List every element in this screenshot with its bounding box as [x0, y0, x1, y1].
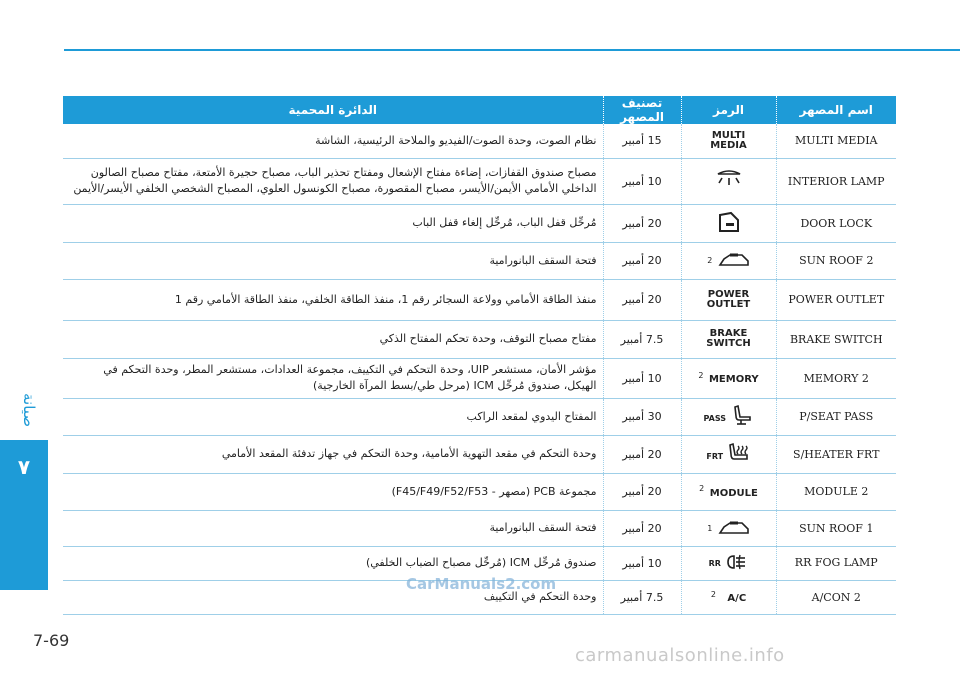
- power-outlet-symbol: POWER OUTLET: [706, 288, 751, 310]
- col-header-name: اسم المصهر: [776, 96, 896, 124]
- table-row: [63, 279, 896, 320]
- symbol-cell: [681, 279, 776, 320]
- symbol-cell: [681, 580, 776, 614]
- fuse-name-cell: SUN ROOF 2: [776, 242, 896, 279]
- symbol-cell: [681, 546, 776, 580]
- table-row: [63, 204, 896, 242]
- rating-cell: 20 أمبير: [603, 473, 681, 510]
- circuit-cell: مفتاح مصباح التوقف، وحدة تحكم المفتاح الذكي: [63, 320, 603, 358]
- interior-lamp-icon: [712, 170, 746, 190]
- fuse-name-cell: S/HEATER FRT: [776, 435, 896, 473]
- table-row: [63, 358, 896, 398]
- fuse-name-cell: MEMORY 2: [776, 358, 896, 398]
- module-symbol: MODULE: [709, 487, 758, 499]
- rating-cell: 20 أمبير: [603, 279, 681, 320]
- symbol-cell: [681, 158, 776, 204]
- rating-cell: 10 أمبير: [603, 158, 681, 204]
- top-rule: [64, 49, 960, 51]
- table-row: [63, 510, 896, 546]
- symbol-superscript: 2: [710, 589, 716, 599]
- rating-cell: 10 أمبير: [603, 358, 681, 398]
- symbol-superscript: 2: [707, 256, 713, 266]
- circuit-cell: وحدة التحكم في مقعد التهوية الأمامية، وحدة التحكم في جهاز تدفئة المقعد الأمامي: [63, 435, 603, 473]
- rear-fog-icon: [726, 553, 748, 571]
- symbol-cell: [681, 358, 776, 398]
- symbol-cell: [681, 242, 776, 279]
- section-tab: [0, 370, 48, 590]
- fuse-name-cell: MULTI MEDIA: [776, 124, 896, 158]
- fuse-name-cell: P/SEAT PASS: [776, 398, 896, 435]
- symbol-cell: [681, 473, 776, 510]
- multimedia-symbol: MULTI MEDIA: [710, 129, 747, 151]
- table-row: [63, 435, 896, 473]
- table-row: [63, 473, 896, 510]
- section-label: صيانة: [20, 392, 38, 428]
- fuse-name-cell: POWER OUTLET: [776, 279, 896, 320]
- seat-heater-icon: [729, 442, 751, 464]
- symbol-superscript: 2: [698, 370, 704, 380]
- table-row: [63, 242, 896, 279]
- rating-cell: 30 أمبير: [603, 398, 681, 435]
- circuit-cell: صندوق مُرحِّل ICM (مُرحِّل مصباح الضباب الخلفي): [63, 546, 603, 580]
- table-row: [63, 158, 896, 204]
- ac-symbol: A/C: [727, 593, 747, 605]
- door-lock-icon: [717, 211, 741, 233]
- rating-cell: 20 أمبير: [603, 242, 681, 279]
- col-header-circuit: الدائرة المحمية: [63, 96, 603, 124]
- rating-cell: 20 أمبير: [603, 204, 681, 242]
- table-header-row: [63, 96, 896, 124]
- fuse-name-cell: BRAKE SWITCH: [776, 320, 896, 358]
- fuse-table: [63, 96, 896, 615]
- symbol-cell: [681, 320, 776, 358]
- watermark: CarManuals2.com: [406, 575, 557, 593]
- rating-cell: 20 أمبير: [603, 435, 681, 473]
- circuit-cell: منفذ الطاقة الأمامي وولاعة السجائر رقم 1، منفذ الطاقة الخلفي، منفذ الطاقة الأمامي رقم 1: [63, 279, 603, 320]
- symbol-cell: [681, 435, 776, 473]
- col-header-symbol: الرمز: [681, 96, 776, 124]
- symbol-superscript: PASS: [703, 414, 726, 424]
- rating-cell: 15 أمبير: [603, 124, 681, 158]
- section-number: ٧: [0, 440, 48, 590]
- symbol-superscript: FRT: [706, 451, 724, 461]
- fuse-name-cell: INTERIOR LAMP: [776, 158, 896, 204]
- circuit-cell: مؤشر الأمان، مستشعر UIP، وحدة التحكم في التكييف، مجموعة العدادات، مستشعر المطر، وحدة التحكم في الهيكل، صندوق مُرحِّل ICM (مرحل طي/بسط المرآة الخارجية): [63, 358, 603, 398]
- symbol-cell: [681, 510, 776, 546]
- table-row: [63, 398, 896, 435]
- rating-cell: 10 أمبير: [603, 546, 681, 580]
- circuit-cell: المفتاح اليدوي لمقعد الراكب: [63, 398, 603, 435]
- brake-switch-symbol: BRAKE SWITCH: [706, 328, 751, 349]
- fuse-name-cell: SUN ROOF 1: [776, 510, 896, 546]
- table-row: [63, 320, 896, 358]
- pass-seat-icon: [731, 404, 753, 426]
- circuit-cell: نظام الصوت، وحدة الصوت/الفيديو والملاحة الرئيسية، الشاشة: [63, 124, 603, 158]
- circuit-cell: مصباح صندوق القفازات، إضاءة مفتاح الإشعال ومفتاح تحذير الباب، مصباح حجيرة الأمتعة، مفتاح مصباح الصالون الداخلي الأمامي الأيمن/الأيسر، مصباح المقصورة، مصباح الكونسول العلوي، المصباح الشخصي الخلفي الأيسر/الأيمن: [63, 158, 603, 204]
- fuse-name-cell: MODULE 2: [776, 473, 896, 510]
- footer-watermark: carmanualsonline.info: [575, 645, 785, 666]
- symbol-cell: [681, 204, 776, 242]
- rating-cell: 7.5 أمبير: [603, 320, 681, 358]
- fuse-name-cell: DOOR LOCK: [776, 204, 896, 242]
- sunroof-icon: [718, 518, 750, 536]
- symbol-cell: [681, 124, 776, 158]
- rating-cell: 7.5 أمبير: [603, 580, 681, 614]
- symbol-cell: [681, 398, 776, 435]
- memory-symbol: MEMORY: [708, 374, 759, 386]
- symbol-superscript: RR: [708, 558, 721, 568]
- rating-cell: 20 أمبير: [603, 510, 681, 546]
- circuit-cell: مجموعة PCB (مصهر - F45/F49/F52/F53): [63, 473, 603, 510]
- fuse-name-cell: A/CON 2: [776, 580, 896, 614]
- circuit-cell: فتحة السقف البانورامية: [63, 510, 603, 546]
- sunroof-icon: [718, 250, 750, 268]
- circuit-cell: فتحة السقف البانورامية: [63, 242, 603, 279]
- symbol-superscript: 2: [699, 484, 705, 494]
- circuit-cell: وحدة التحكم في التكييف: [63, 580, 603, 614]
- symbol-superscript: 1: [707, 523, 713, 533]
- circuit-cell: مُرحِّل قفل الباب، مُرحِّل إلغاء قفل الباب: [63, 204, 603, 242]
- fuse-name-cell: RR FOG LAMP: [776, 546, 896, 580]
- table-row: [63, 124, 896, 158]
- page-number: 7-69: [33, 631, 70, 650]
- col-header-rating: تصنيف المصهر: [603, 96, 681, 124]
